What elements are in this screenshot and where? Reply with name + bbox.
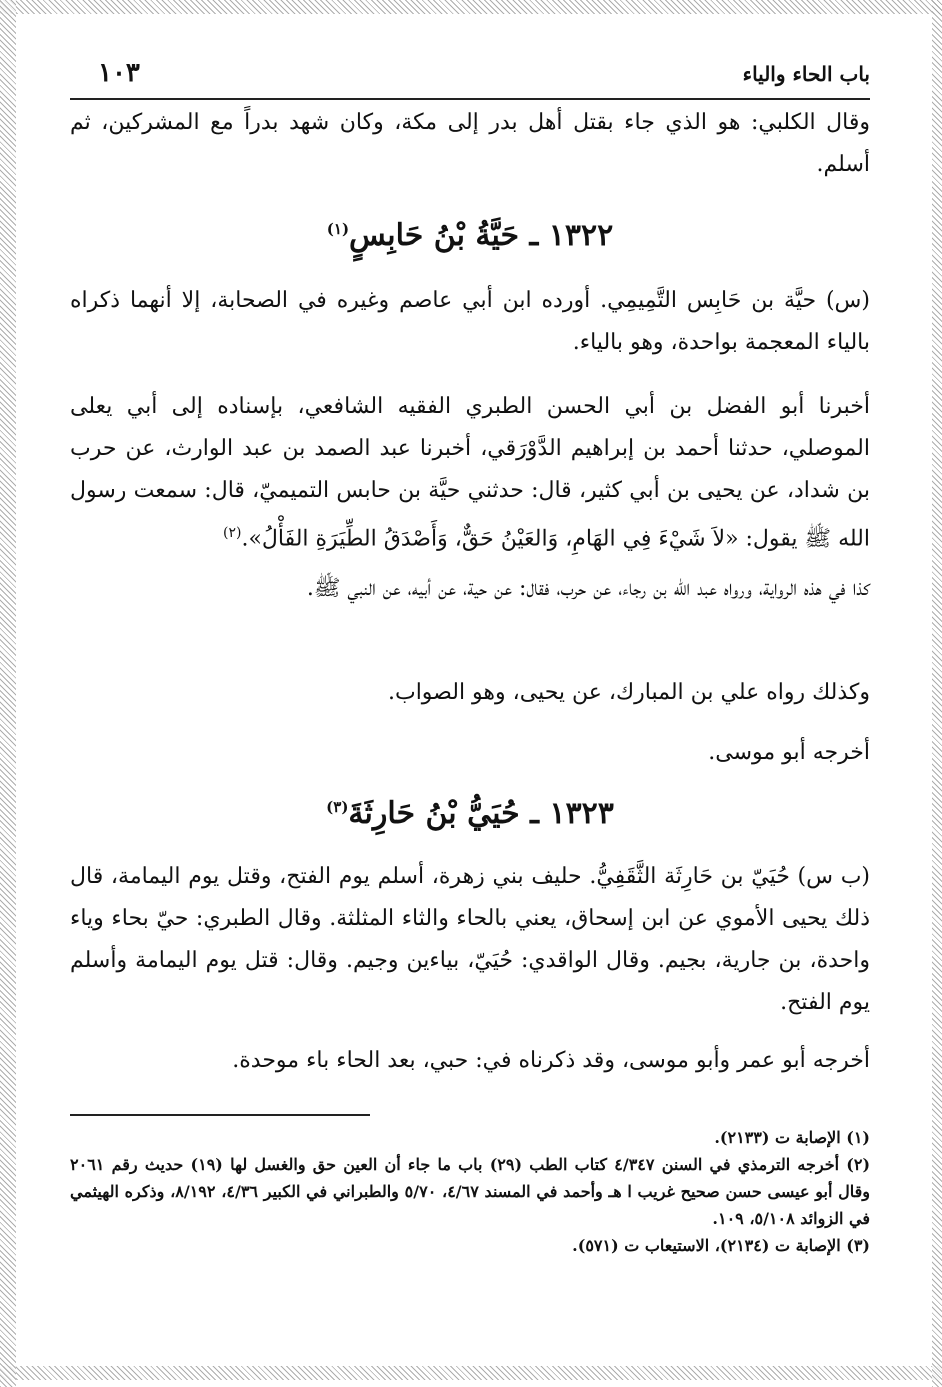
footnotes [70, 1124, 870, 1259]
paragraph-text: أخرجه أبو موسى. [708, 740, 870, 765]
paragraph-text: (ب س) حُيَيّ بن حَارِثَة الثَّقَفِيُّ. حليف بني زهرة، أسلم يوم الفتح، وقتل يوم اليمامة، قال ذلك يحيى الأموي عن ابن إسحاق، يعني بالحاء والثاء المثلثة. وقال الطبري: حيّ بحاء وياء واحدة، بن جارية، بجيم. وقال الواقدي: حُيَيّ، بياءين وجيم. وقال: قتل يوم اليمامة وأسلم يوم الفتح. [70, 864, 870, 1015]
page-number: ١٠٣ [98, 58, 140, 88]
paragraph-7 [70, 856, 870, 1024]
decorative-border-top [0, 0, 942, 14]
page-header [70, 58, 870, 90]
paragraph-text: أخرجه أبو عمر وأبو موسى، وقد ذكرناه في: حبي، بعد الحاء باء موحدة. [232, 1048, 870, 1073]
paragraph-text [70, 386, 870, 560]
entry-heading-text: ١٣٢٢ ـ حَيَّةُ بْنُ حَابِسٍ [349, 218, 614, 253]
running-head: باب الحاء والياء [742, 62, 870, 86]
paragraph-5 [70, 672, 870, 714]
footnote-ref: (١) [326, 220, 350, 238]
paragraph-4 [70, 568, 870, 610]
paragraph-6 [70, 732, 870, 774]
decorative-border-right [932, 0, 942, 1387]
footnote-ref: (٣) [326, 798, 349, 816]
entry-heading-text: ١٣٢٣ ـ حُيَيُّ بْنُ حَارِثَةَ [348, 796, 614, 831]
paragraph-text: وكذلك رواه علي بن المبارك، عن يحيى، وهو الصواب. [387, 680, 870, 705]
decorative-border-bottom [0, 1366, 942, 1380]
decorative-border-left [0, 0, 16, 1387]
footnote-2: (٢) أخرجه الترمذي في السنن ٤/٣٤٧ كتاب الطب (٢٩) باب ما جاء أن العين حق والغسل لها (١٩) حديث رقم ٢٠٦١ وقال أبو عيسى حسن صحيح غريب ا هـ وأحمد في المسند ٤/٦٧، ٥/٧٠ والطبراني في الكبير ٤/٣٦، ٨/١٩٢، وذكره الهيثمي في الزوائد ٥/١٠٨، ١٠٩. [70, 1155, 871, 1228]
entry-heading-1323 [70, 796, 870, 831]
footnote-ref: (٢) [222, 525, 242, 541]
entry-heading-1322 [70, 218, 870, 253]
book-page [70, 50, 870, 1350]
footnote-3: (٣) الإصابة ت (٢١٣٤)، الاستيعاب ت (٥٧١). [572, 1236, 870, 1255]
paragraph-text: كذا في هذه الرواية، ورواه عبد الله بن رجاء، عن حرب، فقال: عن حية، عن أبيه، عن النبي ﷺ. [306, 576, 870, 601]
hadith-text: أخبرنا أبو الفضل بن أبي الحسن الطبري الفقيه الشافعي، بإسناده إلى أبي يعلى الموصلي، حدثنا أحمد بن إبراهيم الدَّوْرَقي، أخبرنا عبد الصمد بن عبد الوارث، عن حرب بن شداد، عن يحيى بن أبي كثير، قال: حدثني حيَّة بن حابس التميميّ، قال: سمعت رسول الله ﷺ يقول: «لاَ شَيْءَ فِي الهَامِ، وَالعَيْنُ حَقٌّ، وَأَصْدَقُ الطِّيَرَةِ الفَأْلُ». [70, 394, 870, 552]
paragraph-1 [70, 102, 870, 186]
paragraph-2 [70, 280, 870, 364]
header-rule [70, 98, 870, 100]
paragraph-text: وقال الكلبي: هو الذي جاء بقتل أهل بدر إلى مكة، وكان شهد بدراً مع المشركين، ثم أسلم. [70, 110, 870, 177]
paragraph-text: (س) حيَّة بن حَابِس التَّمِيمِي. أورده ابن أبي عاصم وغيره في الصحابة، إلا أنهما ذكراه بالياء المعجمة بواحدة، وهو بالياء. [70, 288, 870, 355]
paragraph-8 [70, 1040, 870, 1082]
footnote-rule [70, 1114, 370, 1116]
footnote-1: (١) الإصابة ت (٢١٣٣). [714, 1128, 870, 1147]
paragraph-3 [70, 386, 870, 560]
